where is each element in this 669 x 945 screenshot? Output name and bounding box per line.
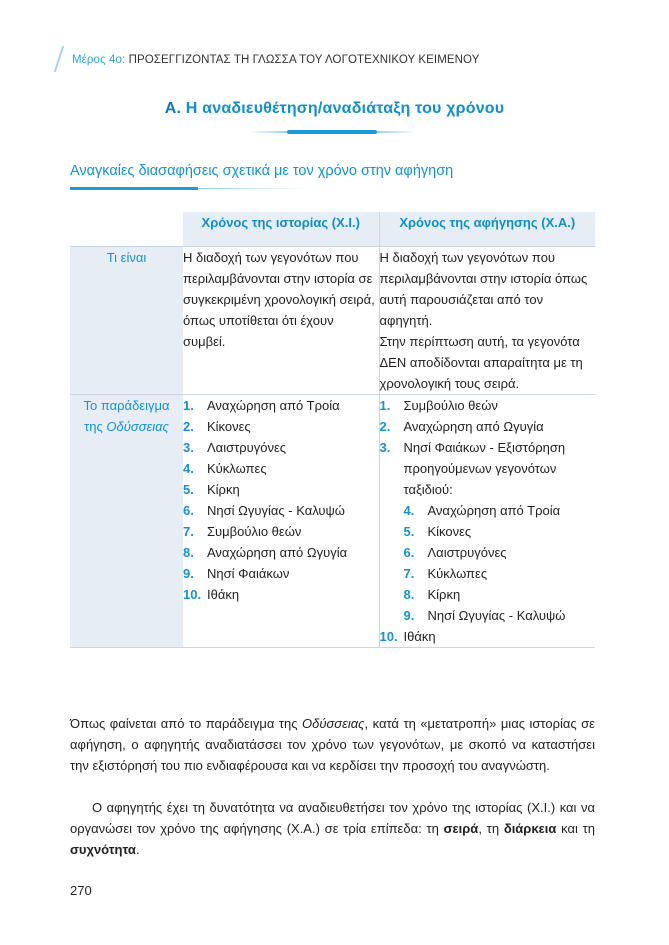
body-paragraph-2 [70, 797, 595, 860]
list-number: 6. [403, 545, 415, 560]
list-item [183, 542, 379, 563]
story-events-list [183, 395, 379, 605]
subheading-rule [70, 187, 198, 190]
list-number: 6. [183, 503, 194, 518]
header-slash-mark [54, 46, 64, 72]
list-text: Συμβούλιο θεών [403, 398, 498, 413]
definition-narration-cell [379, 247, 595, 395]
list-number: 10. [183, 587, 202, 602]
list-number: 5. [183, 482, 194, 497]
list-text: Κίκονες [427, 524, 472, 539]
subheading-rule-fade [198, 188, 308, 189]
list-item [380, 437, 596, 500]
example-story-cell [183, 395, 379, 648]
list-text: Ιθάκη [207, 587, 240, 602]
comparison-table [70, 212, 595, 648]
list-number: 9. [183, 566, 194, 581]
table-row-example [70, 395, 595, 648]
row-label-example-line1: Το παράδειγμα [83, 398, 170, 413]
definition-narration-note: Στην περίπτωση αυτή, τα γεγονότα ΔΕΝ αποδίδονται απαραίτητα με τη χρονολογική τους σειρά. [379, 334, 583, 391]
row-label-example-prefix: της [84, 419, 103, 434]
list-number: 2. [183, 419, 194, 434]
list-number: 5. [403, 524, 415, 539]
list-text: Νησί Ωγυγίας - Καλυψώ [207, 503, 345, 518]
page-number: 270 [70, 883, 92, 898]
list-number: 10. [379, 629, 398, 644]
list-item [380, 542, 596, 563]
list-text: Νησί Φαιάκων - Εξιστόρηση προηγούμενων γεγονότων ταξιδιού: [403, 440, 566, 497]
list-item [183, 521, 379, 542]
list-item [183, 500, 379, 521]
list-number: 7. [403, 566, 415, 581]
body-paragraph-1 [70, 713, 595, 776]
list-item [183, 458, 379, 479]
list-number: 3. [379, 440, 391, 455]
list-item [380, 584, 596, 605]
list-text: Κύκλωπες [207, 461, 267, 476]
example-narration-cell [379, 395, 595, 648]
list-item [380, 395, 596, 416]
list-item [380, 416, 596, 437]
list-number: 3. [183, 440, 194, 455]
list-item [183, 416, 379, 437]
list-text: Αναχώρηση από Ωγυγία [207, 545, 348, 560]
running-head [72, 54, 480, 66]
paragraph-text: Ο αφηγητής έχει τη δυνατότητα να αναδιευθετήσει τον χρόνο της ιστορίας (Χ.Ι.) και να οργανώσει τον χρόνο της αφήγησης (Χ.Α.) σε τρία επίπεδα: τη [70, 800, 595, 836]
list-item [183, 395, 379, 416]
list-text: Αναχώρηση από Τροία [207, 398, 340, 413]
table-header-row [70, 212, 595, 247]
running-head-title: ΠΡΟΣΕΓΓΙΖΟΝΤΑΣ ΤΗ ΓΛΩΣΣΑ ΤΟΥ ΛΟΓΟΤΕΧΝΙΚΟΥ ΚΕΙΜΕΝΟΥ [128, 54, 480, 66]
row-label-example [70, 395, 183, 648]
list-text: Ιθάκη [403, 629, 436, 644]
paragraph-text: και τη [556, 821, 595, 836]
paragraph-text: . [135, 842, 140, 857]
list-item [183, 437, 379, 458]
table-row-definition [70, 247, 595, 395]
definition-story-cell: Η διαδοχή των γεγονότων που περιλαμβάνονται στην ιστορία σε συγκεκριμένη χρονολογική σειρά, όπως υποτίθεται ότι έχουν συμβεί. [183, 247, 379, 395]
table-header-blank [70, 212, 183, 247]
narration-events-list [380, 395, 596, 647]
list-number: 9. [403, 608, 415, 623]
row-label-definition: Τι είναι [70, 247, 183, 395]
section-letter: Α. [164, 100, 182, 117]
title-rule [287, 130, 377, 134]
list-item [380, 521, 596, 542]
list-item [183, 479, 379, 500]
list-text: Κίρκη [427, 587, 461, 602]
list-number: 4. [403, 503, 415, 518]
list-text: Κύκλωπες [427, 566, 488, 581]
term-order: σειρά [443, 821, 479, 836]
header-narration-time: Χρόνος της αφήγησης (Χ.Α.) [379, 212, 595, 247]
list-number: 4. [183, 461, 194, 476]
list-number: 1. [183, 398, 194, 413]
row-label-example-title: Οδύσσειας [106, 419, 169, 434]
list-text: Κίρκη [207, 482, 240, 497]
section-title [0, 100, 669, 118]
list-item [183, 563, 379, 584]
paragraph-text: Όπως φαίνεται από το παράδειγμα της [70, 716, 302, 731]
term-duration: διάρκεια [503, 821, 557, 836]
list-number: 7. [183, 524, 194, 539]
definition-narration-text: Η διαδοχή των γεγονότων που περιλαμβάνονται στην ιστορία όπως αυτή παρουσιάζεται από τον αφηγητή. [379, 250, 588, 328]
list-text: Νησί Φαιάκων [207, 566, 290, 581]
list-number: 2. [379, 419, 391, 434]
list-item [380, 605, 596, 626]
paragraph-work-title: Οδύσσειας [301, 716, 365, 731]
list-item [380, 626, 596, 647]
list-text: Νησί Ωγυγίας - Καλυψώ [427, 608, 566, 623]
paragraph-text: , τη [478, 821, 504, 836]
list-text: Λαιστρυγόνες [207, 440, 287, 455]
row-label-example-line2 [70, 416, 183, 437]
list-item [380, 500, 596, 521]
header-story-time: Χρόνος της ιστορίας (Χ.Ι.) [183, 212, 379, 247]
list-text: Συμβούλιο θεών [207, 524, 302, 539]
list-text: Αναχώρηση από Τροία [427, 503, 561, 518]
list-item [380, 563, 596, 584]
list-number: 8. [403, 587, 415, 602]
paragraph-text: , κατά τη «μετατροπή» μιας ιστορίας σε αφήγηση, ο αφηγητής αναδιατάσσει τον χρόνο των γεγονότων, με σκοπό να καταστήσει την εξιστόρησή του πιο ενδιαφέρουσα και να κερδίσει την προσοχή του αναγνώστη. [70, 716, 595, 773]
list-number: 1. [379, 398, 391, 413]
list-item [183, 584, 379, 605]
subheading: Αναγκαίες διασαφήσεις σχετικά με τον χρόνο στην αφήγηση [70, 163, 454, 179]
running-head-part: Μέρος 4ο: [72, 54, 126, 66]
list-number: 8. [183, 545, 194, 560]
term-frequency: συχνότητα [70, 842, 136, 857]
list-text: Λαιστρυγόνες [427, 545, 507, 560]
section-title-text: Η αναδιευθέτηση/αναδιάταξη του χρόνου [185, 100, 505, 117]
list-text: Αναχώρηση από Ωγυγία [403, 419, 544, 434]
list-text: Κίκονες [207, 419, 251, 434]
